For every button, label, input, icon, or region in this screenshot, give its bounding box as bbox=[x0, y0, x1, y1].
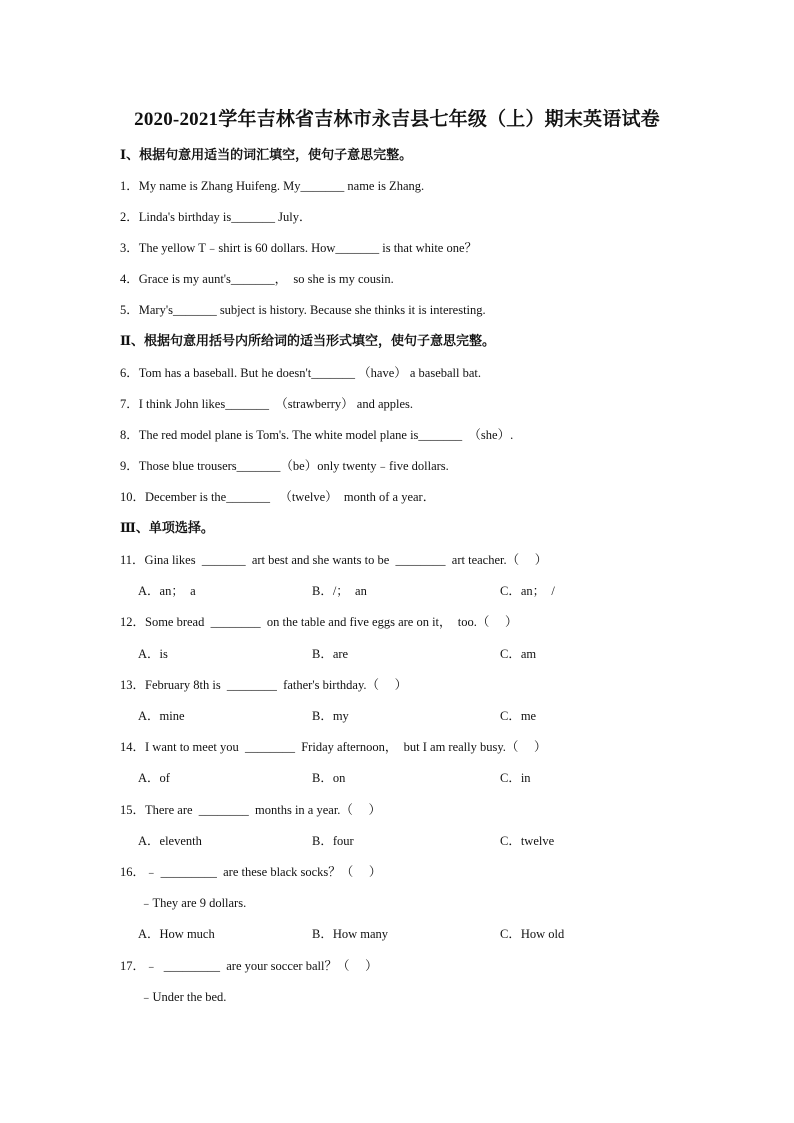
option-14-c: C．in bbox=[500, 771, 531, 785]
option-11-b: B．/； an bbox=[312, 584, 367, 598]
question-13: 13．February 8th is ________ father's birthday.（ ） bbox=[120, 678, 408, 692]
option-15-c: C．twelve bbox=[500, 834, 555, 848]
question-10: 10．December is the_______ （twelve） month of a year． bbox=[120, 490, 436, 504]
question-16-reply: ﹣They are 9 dollars. bbox=[140, 896, 247, 910]
question-14: 14．I want to meet you ________ Friday afternoon， but I am really busy.（ ） bbox=[120, 740, 547, 754]
option-12-c: C．am bbox=[500, 647, 537, 661]
section-3-heading: Ⅲ、单项选择。 bbox=[120, 520, 214, 535]
question-17-reply: ﹣Under the bed. bbox=[140, 990, 227, 1004]
question-12: 12．Some bread ________ on the table and five eggs are on it， too.（ ） bbox=[120, 615, 518, 629]
exam-title: 2020-2021学年吉林省吉林市永吉县七年级（上）期末英语试卷 bbox=[134, 109, 660, 130]
option-12-a: A．is bbox=[138, 647, 168, 661]
option-15-b: B．four bbox=[312, 834, 354, 848]
option-16-c: C．How old bbox=[500, 927, 565, 941]
option-13-c: C．me bbox=[500, 709, 537, 723]
option-11-a: A．an； a bbox=[138, 584, 196, 598]
question-8: 8．The red model plane is Tom's. The white model plane is_______ （she）. bbox=[120, 428, 514, 442]
option-11-c: C．an； / bbox=[500, 584, 555, 598]
question-1: 1．My name is Zhang Huifeng. My_______ name is Zhang. bbox=[120, 179, 425, 193]
section-2-heading: Ⅱ、根据句意用括号内所给词的适当形式填空，使句子意思完整。 bbox=[120, 333, 495, 348]
option-13-a: A．mine bbox=[138, 709, 185, 723]
question-2: 2．Linda's birthday is_______ July． bbox=[120, 210, 312, 224]
option-14-b: B．on bbox=[312, 771, 346, 785]
question-5: 5．Mary's_______ subject is history. Because she thinks it is interesting. bbox=[120, 303, 486, 317]
question-16: 16．﹣ _________ are these black socks？（ ） bbox=[120, 865, 382, 879]
question-4: 4．Grace is my aunt's_______， so she is my cousin. bbox=[120, 272, 394, 286]
question-6: 6．Tom has a baseball. But he doesn't_______ （have） a baseball bat. bbox=[120, 366, 482, 380]
question-11: 11．Gina likes _______ art best and she wants to be ________ art teacher.（ ） bbox=[120, 553, 548, 567]
option-12-b: B．are bbox=[312, 647, 349, 661]
question-7: 7．I think John likes_______ （strawberry） and apples. bbox=[120, 397, 414, 411]
question-9: 9．Those blue trousers_______（be）only twenty﹣five dollars. bbox=[120, 459, 449, 473]
option-14-a: A．of bbox=[138, 771, 170, 785]
question-15: 15．There are ________ months in a year.（ ） bbox=[120, 803, 382, 817]
option-16-b: B．How many bbox=[312, 927, 389, 941]
section-1-heading: Ⅰ、根据句意用适当的词汇填空，使句子意思完整。 bbox=[120, 147, 413, 162]
option-15-a: A．eleventh bbox=[138, 834, 202, 848]
option-16-a: A．How much bbox=[138, 927, 215, 941]
question-3: 3．The yellow T﹣shirt is 60 dollars. How_______ is that white one？ bbox=[120, 241, 478, 255]
option-13-b: B．my bbox=[312, 709, 349, 723]
question-17: 17．﹣ _________ are your soccer ball？（ ） bbox=[120, 959, 378, 973]
